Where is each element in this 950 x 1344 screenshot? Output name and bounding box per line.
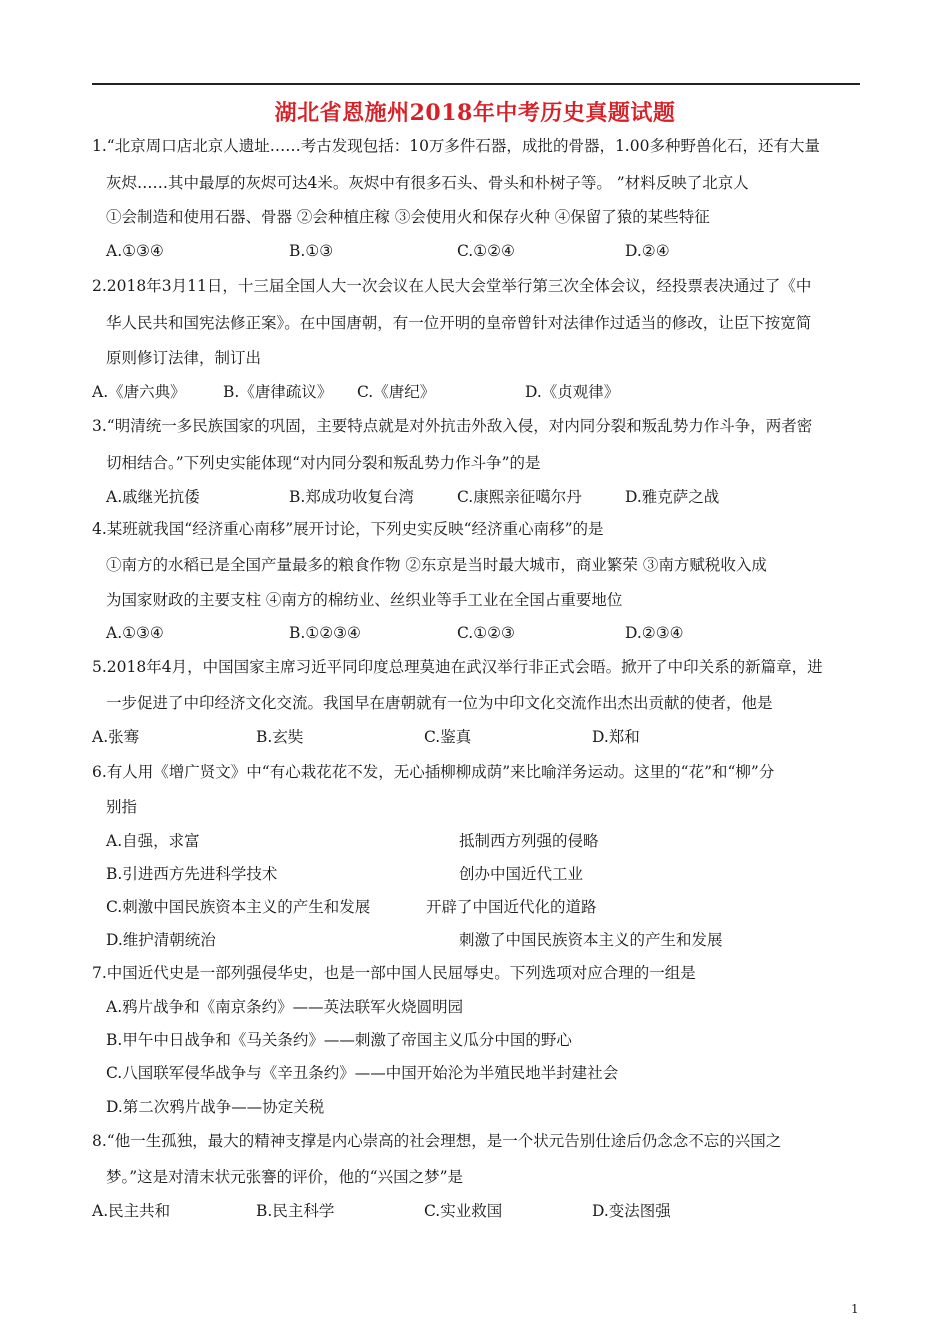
q4-stem-line-1: 4.某班就我国“经济重心南移”展开讨论，下列史实反映“经济重心南移”的是 bbox=[92, 520, 604, 538]
q2-stem-line-3: 原则修订法律，制订出 bbox=[106, 349, 262, 367]
q7-option-b: B.甲午中日战争和《马关条约》——刺激了帝国主义瓜分中国的野心 bbox=[106, 1031, 572, 1049]
q5-stem-line-1: 5.2018年4月，中国国家主席习近平同印度总理莫迪在武汉举行非正式会晤。掀开了中印关系的新篇章，进 bbox=[92, 658, 823, 676]
q7-option-c: C.八国联军侵华战争与《辛丑条约》——中国开始沦为半殖民地半封建社会 bbox=[106, 1064, 619, 1082]
q8-stem-line-1: 8.“他一生孤独，最大的精神支撑是内心崇高的社会理想，是一个状元告别仕途后仍念念不忘的兴国之 bbox=[92, 1132, 782, 1150]
q6-option-a-left: A.自强，求富 bbox=[106, 832, 200, 850]
q1-option-d: D.②④ bbox=[625, 242, 670, 260]
q8-option-a: A.民主共和 bbox=[92, 1202, 171, 1220]
q7-option-d: D.第二次鸦片战争——协定关税 bbox=[106, 1098, 325, 1116]
q5-option-c: C.鉴真 bbox=[424, 728, 472, 746]
q3-stem-line-2: 切相结合。”下列史实能体现“对内同分裂和叛乱势力作斗争”的是 bbox=[106, 454, 541, 472]
page-title: 湖北省恩施州2018年中考历史真题试题 bbox=[274, 100, 676, 126]
q6-option-d-left: D.维护清朝统治 bbox=[106, 931, 216, 949]
q2-option-a: A.《唐六典》 bbox=[92, 383, 186, 401]
q3-option-b: B.郑成功收复台湾 bbox=[289, 488, 414, 506]
q4-option-d: D.②③④ bbox=[625, 624, 684, 642]
q5-stem-line-2: 一步促进了中印经济文化交流。我国早在唐朝就有一位为中印文化交流作出杰出贡献的使者，他是 bbox=[106, 694, 773, 712]
q4-stem-line-2: ①南方的水稻已是全国产量最多的粮食作物 ②东京是当时最大城市，商业繁荣 ③南方赋税收入成 bbox=[106, 556, 767, 574]
q2-stem-line-1: 2.2018年3月11日，十三届全国人大一次会议在人民大会堂举行第三次全体会议，经投票表决通过了《中 bbox=[92, 277, 812, 295]
q6-option-b-left: B.引进西方先进科学技术 bbox=[106, 865, 278, 883]
q7-stem-line-1: 7.中国近代史是一部列强侵华史，也是一部中国人民屈辱史。下列选项对应合理的一组是 bbox=[92, 964, 696, 982]
q2-option-c: C.《唐纪》 bbox=[357, 383, 436, 401]
q1-stem-line-3: ①会制造和使用石器、骨器 ②会种植庄稼 ③会使用火和保存火种 ④保留了猿的某些特征 bbox=[106, 208, 710, 226]
q1-stem-line-1: 1.“北京周口店北京人遗址……考古发现包括：10万多件石器，成批的骨器，1.00多种野兽化石，还有大量 bbox=[92, 137, 820, 155]
q4-option-b: B.①②③④ bbox=[289, 624, 361, 642]
q7-option-a: A.鸦片战争和《南京条约》——英法联军火烧圆明园 bbox=[106, 998, 464, 1016]
q4-option-c: C.①②③ bbox=[457, 624, 515, 642]
q1-stem-line-2: 灰烬……其中最厚的灰烬可达4米。灰烬中有很多石头、骨头和朴树子等。 ”材料反映了北京人 bbox=[106, 174, 749, 192]
q6-option-b-right: 创办中国近代工业 bbox=[459, 865, 584, 883]
q8-option-b: B.民主科学 bbox=[256, 1202, 335, 1220]
q3-option-a: A.戚继光抗倭 bbox=[106, 488, 200, 506]
q3-option-c: C.康熙亲征噶尔丹 bbox=[457, 488, 582, 506]
q1-option-a: A.①③④ bbox=[106, 242, 164, 260]
q6-stem-line-2: 别指 bbox=[106, 798, 138, 816]
q6-option-d-right: 刺激了中国民族资本主义的产生和发展 bbox=[459, 931, 723, 949]
q4-option-a: A.①③④ bbox=[106, 624, 164, 642]
q6-option-a-right: 抵制西方列强的侵略 bbox=[459, 832, 599, 850]
q8-option-c: C.实业救国 bbox=[424, 1202, 503, 1220]
q3-stem-line-1: 3.“明清统一多民族国家的巩固，主要特点就是对外抗击外敌入侵，对内同分裂和叛乱势力作斗争，两者密 bbox=[92, 417, 813, 435]
q1-option-c: C.①②④ bbox=[457, 242, 515, 260]
header-rule bbox=[92, 83, 860, 85]
q1-option-b: B.①③ bbox=[289, 242, 334, 260]
q4-stem-line-3: 为国家财政的主要支柱 ④南方的棉纺业、丝织业等手工业在全国占重要地位 bbox=[106, 591, 623, 609]
page-number: 1 bbox=[851, 1302, 859, 1316]
q2-option-b: B.《唐律疏议》 bbox=[223, 383, 333, 401]
q8-option-d: D.变法图强 bbox=[592, 1202, 671, 1220]
q5-option-d: D.郑和 bbox=[592, 728, 640, 746]
q6-stem-line-1: 6.有人用《增广贤文》中“有心栽花花不发，无心插柳柳成荫”来比喻洋务运动。这里的“花”和“柳”分 bbox=[92, 763, 775, 781]
q8-stem-line-2: 梦。”这是对清末状元张謇的评价，他的“兴国之梦”是 bbox=[106, 1168, 464, 1186]
q6-option-c-left: C.刺激中国民族资本主义的产生和发展 bbox=[106, 898, 371, 916]
q3-option-d: D.雅克萨之战 bbox=[625, 488, 720, 506]
q2-stem-line-2: 华人民共和国宪法修正案》。在中国唐朝，有一位开明的皇帝曾针对法律作过适当的修改，让臣下按宽简 bbox=[106, 314, 812, 332]
q2-option-d: D.《贞观律》 bbox=[525, 383, 620, 401]
q5-option-b: B.玄奘 bbox=[256, 728, 304, 746]
q5-option-a: A.张骞 bbox=[92, 728, 140, 746]
q6-option-c-right: 开辟了中国近代化的道路 bbox=[426, 898, 597, 916]
